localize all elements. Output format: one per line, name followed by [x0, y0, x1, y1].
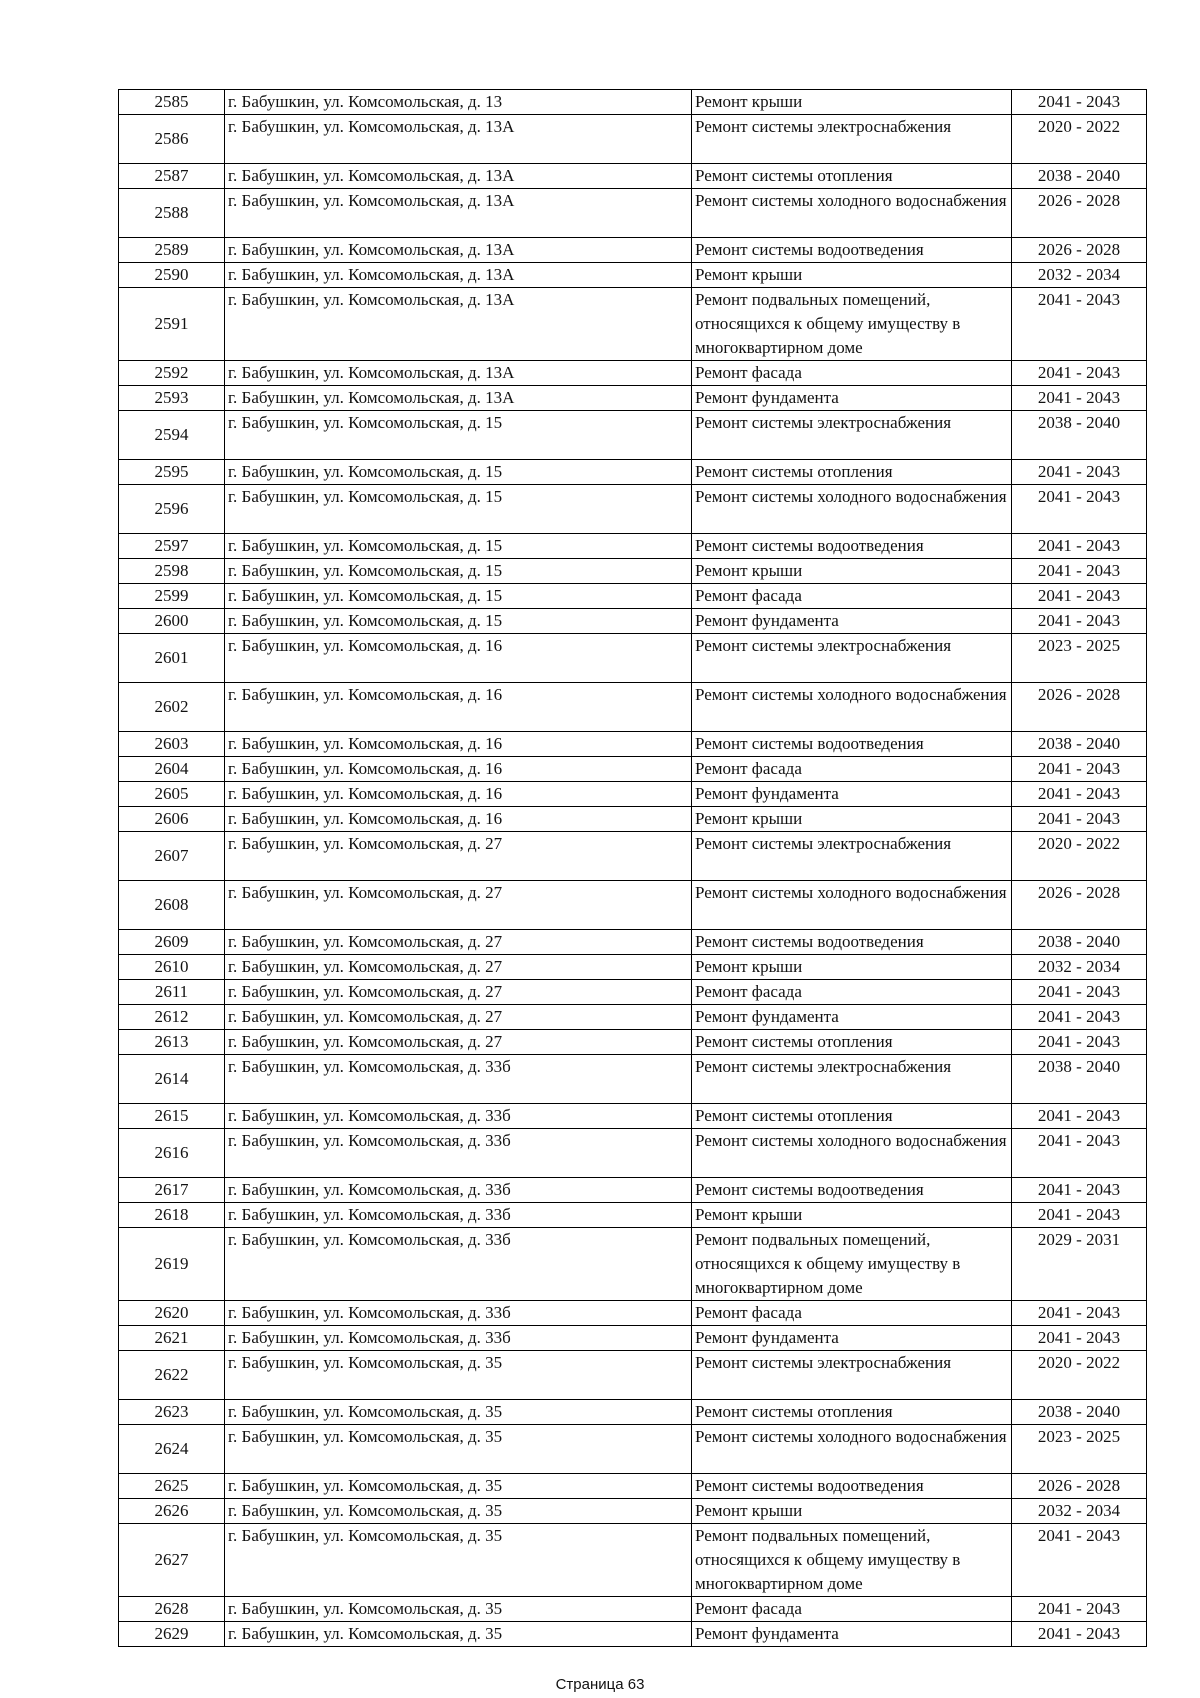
table-row	[119, 263, 1147, 288]
period-cell: 2026 - 2028	[1012, 238, 1147, 263]
row-number-cell: 2595	[119, 460, 225, 485]
period-cell: 2041 - 2043	[1012, 980, 1147, 1005]
table-row	[119, 238, 1147, 263]
work-type-cell: Ремонт системы отопления	[692, 164, 1012, 189]
row-number-cell: 2602	[119, 683, 225, 732]
address-cell: г. Бабушкин, ул. Комсомольская, д. 13А	[225, 238, 692, 263]
address-cell: г. Бабушкин, ул. Комсомольская, д. 13А	[225, 361, 692, 386]
period-cell: 2041 - 2043	[1012, 1597, 1147, 1622]
address-cell: г. Бабушкин, ул. Комсомольская, д. 27	[225, 1030, 692, 1055]
work-type-cell: Ремонт фундамента	[692, 1326, 1012, 1351]
period-cell: 2032 - 2034	[1012, 1499, 1147, 1524]
period-cell: 2041 - 2043	[1012, 288, 1147, 361]
row-number-cell: 2613	[119, 1030, 225, 1055]
work-type-cell: Ремонт фасада	[692, 584, 1012, 609]
work-type-cell: Ремонт системы водоотведения	[692, 930, 1012, 955]
address-cell: г. Бабушкин, ул. Комсомольская, д. 35	[225, 1474, 692, 1499]
address-cell: г. Бабушкин, ул. Комсомольская, д. 16	[225, 683, 692, 732]
table-row	[119, 1104, 1147, 1129]
address-cell: г. Бабушкин, ул. Комсомольская, д. 15	[225, 411, 692, 460]
table-row	[119, 1499, 1147, 1524]
work-type-cell: Ремонт крыши	[692, 559, 1012, 584]
work-type-cell: Ремонт системы водоотведения	[692, 238, 1012, 263]
table-row	[119, 1301, 1147, 1326]
work-type-cell: Ремонт фундамента	[692, 386, 1012, 411]
row-number-cell: 2611	[119, 980, 225, 1005]
address-cell: г. Бабушкин, ул. Комсомольская, д. 15	[225, 559, 692, 584]
period-cell: 2032 - 2034	[1012, 263, 1147, 288]
table-row	[119, 980, 1147, 1005]
address-cell: г. Бабушкин, ул. Комсомольская, д. 15	[225, 485, 692, 534]
row-number-cell: 2629	[119, 1622, 225, 1647]
row-number-cell: 2590	[119, 263, 225, 288]
row-number-cell: 2608	[119, 881, 225, 930]
table-row	[119, 1203, 1147, 1228]
period-cell: 2020 - 2022	[1012, 115, 1147, 164]
row-number-cell: 2627	[119, 1524, 225, 1597]
work-type-cell: Ремонт фундамента	[692, 1622, 1012, 1647]
period-cell: 2023 - 2025	[1012, 1425, 1147, 1474]
table-row	[119, 115, 1147, 164]
row-number-cell: 2616	[119, 1129, 225, 1178]
table-row	[119, 288, 1147, 361]
period-cell: 2041 - 2043	[1012, 460, 1147, 485]
work-type-cell: Ремонт системы водоотведения	[692, 1178, 1012, 1203]
period-cell: 2020 - 2022	[1012, 1351, 1147, 1400]
table-row	[119, 90, 1147, 115]
table-row	[119, 559, 1147, 584]
address-cell: г. Бабушкин, ул. Комсомольская, д. 16	[225, 757, 692, 782]
table-row	[119, 189, 1147, 238]
row-number-cell: 2603	[119, 732, 225, 757]
table-row	[119, 1524, 1147, 1597]
row-number-cell: 2619	[119, 1228, 225, 1301]
address-cell: г. Бабушкин, ул. Комсомольская, д. 35	[225, 1524, 692, 1597]
address-cell: г. Бабушкин, ул. Комсомольская, д. 13А	[225, 263, 692, 288]
row-number-cell: 2605	[119, 782, 225, 807]
period-cell: 2041 - 2043	[1012, 1301, 1147, 1326]
work-type-cell: Ремонт крыши	[692, 263, 1012, 288]
row-number-cell: 2597	[119, 534, 225, 559]
table-row	[119, 460, 1147, 485]
table-row	[119, 1622, 1147, 1647]
work-type-cell: Ремонт крыши	[692, 1499, 1012, 1524]
table-row	[119, 832, 1147, 881]
page-number: Страница 63	[555, 1676, 645, 1693]
work-type-cell: Ремонт системы холодного водоснабжения	[692, 1129, 1012, 1178]
address-cell: г. Бабушкин, ул. Комсомольская, д. 35	[225, 1400, 692, 1425]
period-cell: 2038 - 2040	[1012, 411, 1147, 460]
row-number-cell: 2589	[119, 238, 225, 263]
row-number-cell: 2604	[119, 757, 225, 782]
row-number-cell: 2614	[119, 1055, 225, 1104]
work-type-cell: Ремонт фасада	[692, 980, 1012, 1005]
row-number-cell: 2620	[119, 1301, 225, 1326]
period-cell: 2029 - 2031	[1012, 1228, 1147, 1301]
row-number-cell: 2609	[119, 930, 225, 955]
address-cell: г. Бабушкин, ул. Комсомольская, д. 27	[225, 955, 692, 980]
period-cell: 2041 - 2043	[1012, 361, 1147, 386]
row-number-cell: 2596	[119, 485, 225, 534]
period-cell: 2038 - 2040	[1012, 1400, 1147, 1425]
address-cell: г. Бабушкин, ул. Комсомольская, д. 16	[225, 732, 692, 757]
work-type-cell: Ремонт системы электроснабжения	[692, 1055, 1012, 1104]
table-row	[119, 1005, 1147, 1030]
row-number-cell: 2621	[119, 1326, 225, 1351]
row-number-cell: 2600	[119, 609, 225, 634]
work-type-cell: Ремонт системы отопления	[692, 1400, 1012, 1425]
address-cell: г. Бабушкин, ул. Комсомольская, д. 13А	[225, 164, 692, 189]
row-number-cell: 2594	[119, 411, 225, 460]
table-row	[119, 1326, 1147, 1351]
address-cell: г. Бабушкин, ул. Комсомольская, д. 33б	[225, 1104, 692, 1129]
work-type-cell: Ремонт фундамента	[692, 782, 1012, 807]
period-cell: 2023 - 2025	[1012, 634, 1147, 683]
address-cell: г. Бабушкин, ул. Комсомольская, д. 16	[225, 807, 692, 832]
table-row	[119, 634, 1147, 683]
table-row	[119, 361, 1147, 386]
work-type-cell: Ремонт системы водоотведения	[692, 732, 1012, 757]
period-cell: 2041 - 2043	[1012, 1030, 1147, 1055]
row-number-cell: 2598	[119, 559, 225, 584]
address-cell: г. Бабушкин, ул. Комсомольская, д. 33б	[225, 1301, 692, 1326]
row-number-cell: 2593	[119, 386, 225, 411]
work-type-cell: Ремонт фасада	[692, 1597, 1012, 1622]
table-row	[119, 1129, 1147, 1178]
work-type-cell: Ремонт системы холодного водоснабжения	[692, 683, 1012, 732]
work-type-cell: Ремонт фасада	[692, 757, 1012, 782]
period-cell: 2041 - 2043	[1012, 584, 1147, 609]
row-number-cell: 2592	[119, 361, 225, 386]
address-cell: г. Бабушкин, ул. Комсомольская, д. 35	[225, 1425, 692, 1474]
row-number-cell: 2587	[119, 164, 225, 189]
table-row	[119, 1400, 1147, 1425]
row-number-cell: 2610	[119, 955, 225, 980]
work-type-cell: Ремонт подвальных помещений, относящихся к общему имуществу в многоквартирном доме	[692, 1524, 1012, 1597]
address-cell: г. Бабушкин, ул. Комсомольская, д. 33б	[225, 1055, 692, 1104]
period-cell: 2041 - 2043	[1012, 609, 1147, 634]
table-row	[119, 757, 1147, 782]
table-row	[119, 1030, 1147, 1055]
table-row	[119, 1425, 1147, 1474]
address-cell: г. Бабушкин, ул. Комсомольская, д. 33б	[225, 1129, 692, 1178]
row-number-cell: 2607	[119, 832, 225, 881]
address-cell: г. Бабушкин, ул. Комсомольская, д. 27	[225, 980, 692, 1005]
row-number-cell: 2618	[119, 1203, 225, 1228]
work-type-cell: Ремонт системы электроснабжения	[692, 832, 1012, 881]
period-cell: 2038 - 2040	[1012, 1055, 1147, 1104]
period-cell: 2041 - 2043	[1012, 534, 1147, 559]
period-cell: 2041 - 2043	[1012, 386, 1147, 411]
table-row	[119, 1597, 1147, 1622]
address-cell: г. Бабушкин, ул. Комсомольская, д. 13А	[225, 189, 692, 238]
address-cell: г. Бабушкин, ул. Комсомольская, д. 35	[225, 1499, 692, 1524]
address-cell: г. Бабушкин, ул. Комсомольская, д. 13А	[225, 288, 692, 361]
table-row	[119, 534, 1147, 559]
table-row	[119, 732, 1147, 757]
work-type-cell: Ремонт системы холодного водоснабжения	[692, 881, 1012, 930]
table-row	[119, 683, 1147, 732]
period-cell: 2041 - 2043	[1012, 1622, 1147, 1647]
row-number-cell: 2624	[119, 1425, 225, 1474]
address-cell: г. Бабушкин, ул. Комсомольская, д. 13А	[225, 386, 692, 411]
address-cell: г. Бабушкин, ул. Комсомольская, д. 35	[225, 1597, 692, 1622]
row-number-cell: 2622	[119, 1351, 225, 1400]
table-row	[119, 1055, 1147, 1104]
work-type-cell: Ремонт крыши	[692, 1203, 1012, 1228]
address-cell: г. Бабушкин, ул. Комсомольская, д. 35	[225, 1622, 692, 1647]
table-body	[119, 90, 1147, 1647]
address-cell: г. Бабушкин, ул. Комсомольская, д. 15	[225, 584, 692, 609]
row-number-cell: 2615	[119, 1104, 225, 1129]
works-table	[118, 89, 1147, 1647]
period-cell: 2041 - 2043	[1012, 757, 1147, 782]
table-row	[119, 386, 1147, 411]
row-number-cell: 2626	[119, 1499, 225, 1524]
row-number-cell: 2623	[119, 1400, 225, 1425]
work-type-cell: Ремонт системы холодного водоснабжения	[692, 189, 1012, 238]
period-cell: 2041 - 2043	[1012, 1203, 1147, 1228]
work-type-cell: Ремонт системы отопления	[692, 1104, 1012, 1129]
period-cell: 2041 - 2043	[1012, 1129, 1147, 1178]
period-cell: 2041 - 2043	[1012, 485, 1147, 534]
address-cell: г. Бабушкин, ул. Комсомольская, д. 15	[225, 534, 692, 559]
period-cell: 2041 - 2043	[1012, 559, 1147, 584]
work-type-cell: Ремонт подвальных помещений, относящихся к общему имуществу в многоквартирном доме	[692, 1228, 1012, 1301]
row-number-cell: 2617	[119, 1178, 225, 1203]
period-cell: 2041 - 2043	[1012, 1104, 1147, 1129]
table-row	[119, 1228, 1147, 1301]
work-type-cell: Ремонт системы холодного водоснабжения	[692, 1425, 1012, 1474]
work-type-cell: Ремонт системы водоотведения	[692, 1474, 1012, 1499]
row-number-cell: 2591	[119, 288, 225, 361]
work-type-cell: Ремонт крыши	[692, 90, 1012, 115]
table-row	[119, 584, 1147, 609]
work-type-cell: Ремонт фундамента	[692, 1005, 1012, 1030]
period-cell: 2026 - 2028	[1012, 683, 1147, 732]
period-cell: 2041 - 2043	[1012, 90, 1147, 115]
table-row	[119, 1474, 1147, 1499]
period-cell: 2038 - 2040	[1012, 164, 1147, 189]
table-row	[119, 881, 1147, 930]
period-cell: 2026 - 2028	[1012, 1474, 1147, 1499]
period-cell: 2038 - 2040	[1012, 930, 1147, 955]
row-number-cell: 2612	[119, 1005, 225, 1030]
period-cell: 2041 - 2043	[1012, 1524, 1147, 1597]
address-cell: г. Бабушкин, ул. Комсомольская, д. 33б	[225, 1178, 692, 1203]
work-type-cell: Ремонт системы отопления	[692, 460, 1012, 485]
work-type-cell: Ремонт системы холодного водоснабжения	[692, 485, 1012, 534]
address-cell: г. Бабушкин, ул. Комсомольская, д. 15	[225, 609, 692, 634]
address-cell: г. Бабушкин, ул. Комсомольская, д. 15	[225, 460, 692, 485]
work-type-cell: Ремонт крыши	[692, 807, 1012, 832]
period-cell: 2032 - 2034	[1012, 955, 1147, 980]
work-type-cell: Ремонт системы электроснабжения	[692, 1351, 1012, 1400]
period-cell: 2038 - 2040	[1012, 732, 1147, 757]
table-row	[119, 485, 1147, 534]
address-cell: г. Бабушкин, ул. Комсомольская, д. 27	[225, 1005, 692, 1030]
period-cell: 2020 - 2022	[1012, 832, 1147, 881]
period-cell: 2041 - 2043	[1012, 1005, 1147, 1030]
period-cell: 2026 - 2028	[1012, 881, 1147, 930]
table-row	[119, 1178, 1147, 1203]
work-type-cell: Ремонт фасада	[692, 1301, 1012, 1326]
work-type-cell: Ремонт системы отопления	[692, 1030, 1012, 1055]
address-cell: г. Бабушкин, ул. Комсомольская, д. 13	[225, 90, 692, 115]
address-cell: г. Бабушкин, ул. Комсомольская, д. 35	[225, 1351, 692, 1400]
period-cell: 2041 - 2043	[1012, 782, 1147, 807]
row-number-cell: 2586	[119, 115, 225, 164]
address-cell: г. Бабушкин, ул. Комсомольская, д. 33б	[225, 1228, 692, 1301]
row-number-cell: 2588	[119, 189, 225, 238]
address-cell: г. Бабушкин, ул. Комсомольская, д. 33б	[225, 1326, 692, 1351]
table-row	[119, 164, 1147, 189]
row-number-cell: 2599	[119, 584, 225, 609]
row-number-cell: 2601	[119, 634, 225, 683]
address-cell: г. Бабушкин, ул. Комсомольская, д. 16	[225, 634, 692, 683]
work-type-cell: Ремонт системы электроснабжения	[692, 411, 1012, 460]
row-number-cell: 2628	[119, 1597, 225, 1622]
table-row	[119, 1351, 1147, 1400]
row-number-cell: 2606	[119, 807, 225, 832]
address-cell: г. Бабушкин, ул. Комсомольская, д. 33б	[225, 1203, 692, 1228]
row-number-cell: 2585	[119, 90, 225, 115]
address-cell: г. Бабушкин, ул. Комсомольская, д. 16	[225, 782, 692, 807]
period-cell: 2041 - 2043	[1012, 807, 1147, 832]
table-row	[119, 955, 1147, 980]
address-cell: г. Бабушкин, ул. Комсомольская, д. 27	[225, 930, 692, 955]
row-number-cell: 2625	[119, 1474, 225, 1499]
work-type-cell: Ремонт фасада	[692, 361, 1012, 386]
address-cell: г. Бабушкин, ул. Комсомольская, д. 13А	[225, 115, 692, 164]
address-cell: г. Бабушкин, ул. Комсомольская, д. 27	[225, 832, 692, 881]
table-row	[119, 782, 1147, 807]
table-row	[119, 411, 1147, 460]
period-cell: 2041 - 2043	[1012, 1178, 1147, 1203]
table-row	[119, 609, 1147, 634]
table-row	[119, 807, 1147, 832]
work-type-cell: Ремонт фундамента	[692, 609, 1012, 634]
work-type-cell: Ремонт подвальных помещений, относящихся к общему имуществу в многоквартирном доме	[692, 288, 1012, 361]
work-type-cell: Ремонт системы электроснабжения	[692, 115, 1012, 164]
table-row	[119, 930, 1147, 955]
work-type-cell: Ремонт крыши	[692, 955, 1012, 980]
work-type-cell: Ремонт системы электроснабжения	[692, 634, 1012, 683]
address-cell: г. Бабушкин, ул. Комсомольская, д. 27	[225, 881, 692, 930]
work-type-cell: Ремонт системы водоотведения	[692, 534, 1012, 559]
period-cell: 2026 - 2028	[1012, 189, 1147, 238]
period-cell: 2041 - 2043	[1012, 1326, 1147, 1351]
